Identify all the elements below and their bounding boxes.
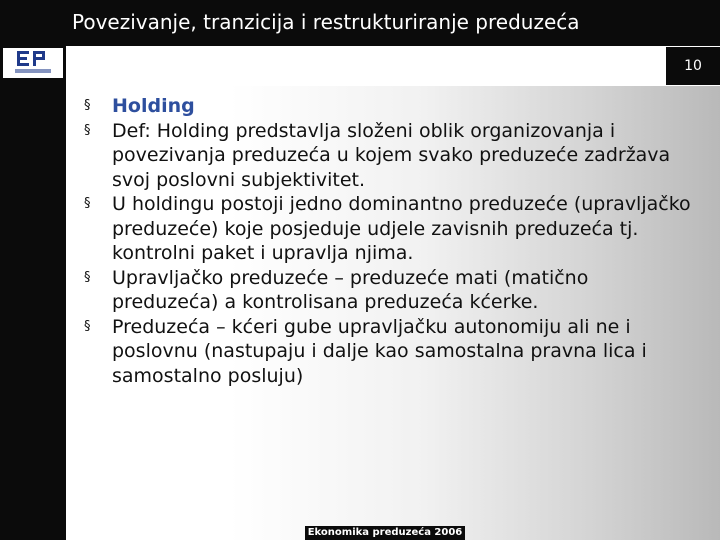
content-area bbox=[66, 86, 720, 540]
ep-logo-icon bbox=[3, 48, 63, 78]
footer-label: Ekonomika preduzeća 2006 bbox=[305, 526, 465, 540]
bullet-marker: § bbox=[84, 269, 91, 285]
bullet-marker: § bbox=[84, 196, 91, 211]
slide-number-band bbox=[66, 47, 720, 85]
bullet-item bbox=[84, 315, 694, 389]
bullet-marker: § bbox=[84, 98, 91, 113]
slide-number: 10 bbox=[666, 47, 720, 85]
bullet-text: Preduzeća – kćeri gube upravljačku autonomiju ali ne i poslovnu (nastupaju i dalje kao samostalna pravna lica i samostalno posluju) bbox=[112, 315, 647, 387]
slide-title: Povezivanje, tranzicija i restrukturiranje preduzeća bbox=[72, 10, 580, 34]
logo bbox=[3, 48, 63, 78]
bullet-item bbox=[84, 94, 694, 119]
bullet-text: Upravljačko preduzeće – preduzeće mati (matično preduzeća) a kontrolisana preduzeća kćerke. bbox=[112, 266, 589, 313]
bullet-item bbox=[84, 192, 694, 266]
bullet-heading: Holding bbox=[112, 95, 195, 117]
title-bar bbox=[0, 0, 720, 46]
bullet-item bbox=[84, 119, 694, 193]
bullet-marker: § bbox=[84, 318, 91, 334]
bullet-item bbox=[84, 266, 694, 315]
bullet-marker: § bbox=[84, 122, 91, 138]
bullet-text: Def: Holding predstavlja složeni oblik organizovanja i povezivanja preduzeća u kojem svako preduzeće zadržava svoj poslovni subjektivitet. bbox=[112, 119, 671, 191]
left-sidebar-bar bbox=[0, 46, 66, 540]
bullet-text: U holdingu postoji jedno dominantno preduzeće (upravljačko preduzeće) koje posjeduje udjele zavisnih preduzeća tj. kontrolni paket i upravlja njima. bbox=[112, 193, 691, 264]
bullet-list bbox=[84, 94, 694, 388]
